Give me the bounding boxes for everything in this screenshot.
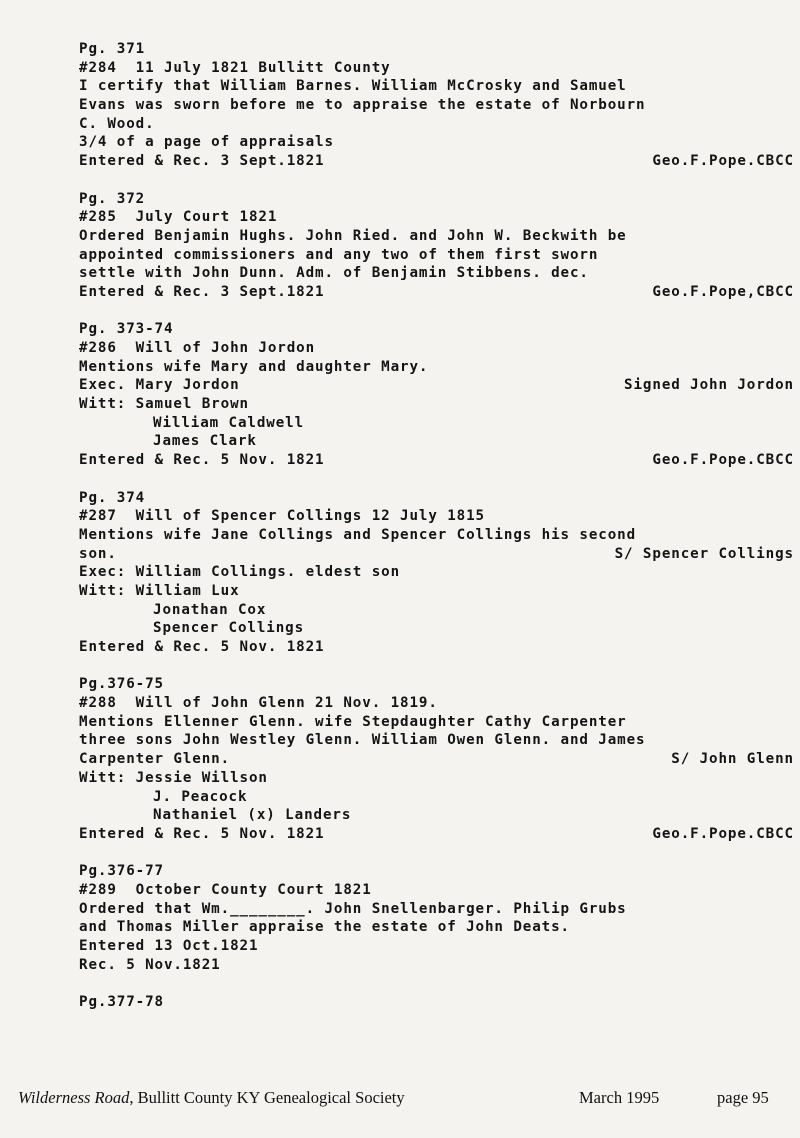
line-text: Pg. 371 — [79, 41, 146, 57]
line-text: three sons John Westley Glenn. William Owen Glenn. and James — [79, 732, 646, 749]
line-text: Mentions Ellenner Glenn. wife Stepdaughter Cathy Carpenter — [79, 713, 627, 730]
record-line — [79, 432, 794, 451]
record-line — [79, 489, 794, 508]
line-text: Exec. Mary Jordon — [79, 377, 240, 394]
line-text: Entered & Rec. 5 Nov. 1821 — [79, 452, 325, 469]
line-text: Entered & Rec. 5 Nov. 1821 — [79, 825, 325, 842]
footer-publication — [18, 1088, 405, 1108]
line-text: appointed commissioners and any two of them first sworn — [79, 246, 599, 263]
record-line — [79, 545, 794, 564]
line-text: C. Wood. — [79, 115, 155, 132]
record-line — [79, 227, 794, 246]
line-signature: Geo.F.Pope,CBCC — [652, 283, 794, 300]
line-text: Witt: Jessie Willson — [79, 769, 268, 786]
record-line — [79, 638, 794, 657]
record-line — [79, 246, 794, 265]
line-text: settle with John Dunn. Adm. of Benjamin Stibbens. dec. — [79, 265, 589, 282]
line-signature: Signed John Jordon — [624, 377, 794, 394]
line-text: Witt: Samuel Brown — [79, 396, 249, 413]
line-text: Rec. 5 Nov.1821 — [79, 956, 221, 973]
footer-date: March 1995 — [579, 1088, 660, 1107]
record-line — [79, 152, 794, 171]
record-line — [79, 339, 794, 358]
record-line — [79, 563, 794, 582]
line-text: Pg.377-78 — [79, 994, 164, 1011]
line-text: Pg.376-75 — [79, 676, 164, 693]
line-signature: Geo.F.Pope.CBCC — [652, 825, 794, 842]
line-text: Evans was sworn before me to appraise the estate of Norbourn — [79, 97, 646, 114]
line-text: Carpenter Glenn. — [79, 751, 231, 768]
record-line — [79, 77, 794, 96]
line-text: Pg. 374 — [79, 489, 146, 506]
entry-spacer — [79, 657, 794, 676]
line-text: Jonathan Cox — [153, 601, 267, 618]
record-line — [79, 731, 794, 750]
record-line — [79, 956, 794, 975]
line-text: #285 July Court 1821 — [79, 209, 278, 226]
record-entry — [79, 675, 794, 843]
record-line — [79, 320, 794, 339]
line-text: Exec: William Collings. eldest son — [79, 564, 401, 581]
record-line — [79, 526, 794, 545]
record-line — [79, 993, 794, 1012]
entries-list — [79, 40, 794, 1012]
record-line — [79, 881, 794, 900]
record-line — [79, 395, 794, 414]
record-line — [79, 825, 794, 844]
line-text: Ordered that Wm.________. John Snellenbarger. Philip Grubs — [79, 900, 627, 917]
record-line — [79, 900, 794, 919]
record-line — [79, 451, 794, 470]
entry-spacer — [79, 974, 794, 993]
record-entry — [79, 489, 794, 657]
record-line — [79, 806, 794, 825]
line-text: Spencer Collings — [153, 620, 305, 637]
line-text: Entered 13 Oct.1821 — [79, 938, 259, 954]
record-line — [79, 264, 794, 283]
record-line — [79, 376, 794, 395]
entry-spacer — [79, 302, 794, 321]
record-line — [79, 582, 794, 601]
line-text: Ordered Benjamin Hughs. John Ried. and John W. Beckwith be — [79, 227, 627, 244]
footer-page-number: page 95 — [717, 1088, 769, 1107]
record-line — [79, 59, 794, 78]
record-line — [79, 133, 794, 152]
publication-title: Wilderness Road — [18, 1088, 130, 1107]
record-line — [79, 190, 794, 209]
record-line — [79, 208, 794, 227]
record-line — [79, 918, 794, 937]
line-text: Pg. 372 — [79, 190, 146, 207]
record-line — [79, 619, 794, 638]
line-text: Pg.376-77 — [79, 863, 164, 880]
line-text: I certify that William Barnes. William McCrosky and Samuel — [79, 78, 627, 95]
line-text: Nathaniel (x) Landers — [153, 807, 352, 824]
record-line — [79, 507, 794, 526]
line-text: #289 October County Court 1821 — [79, 881, 372, 898]
line-text: J. Peacock — [153, 788, 248, 805]
record-line — [79, 862, 794, 881]
entry-spacer — [79, 844, 794, 863]
record-line — [79, 675, 794, 694]
record-line — [79, 788, 794, 807]
record-line — [79, 769, 794, 788]
society-name: , Bullitt County KY Genealogical Society — [129, 1088, 405, 1107]
line-text: Entered & Rec. 5 Nov. 1821 — [79, 639, 325, 655]
record-entry — [79, 40, 794, 171]
line-text: Pg. 373-74 — [79, 321, 174, 338]
line-text: William Caldwell — [153, 414, 305, 431]
record-entry — [79, 320, 794, 470]
record-line — [79, 96, 794, 115]
record-entry — [79, 993, 794, 1012]
line-text: 3/4 of a page of appraisals — [79, 134, 334, 151]
line-text: and Thomas Miller appraise the estate of John Deats. — [79, 919, 570, 936]
line-text: Mentions wife Mary and daughter Mary. — [79, 358, 429, 375]
line-text: Entered & Rec. 3 Sept.1821 — [79, 283, 325, 300]
record-line — [79, 713, 794, 732]
record-line — [79, 414, 794, 433]
line-text: #287 Will of Spencer Collings 12 July 1815 — [79, 508, 485, 525]
line-signature: S/ Spencer Collings — [614, 545, 794, 562]
record-line — [79, 115, 794, 134]
record-line — [79, 358, 794, 377]
record-line — [79, 601, 794, 620]
line-text: Witt: William Lux — [79, 582, 240, 599]
line-text: son. — [79, 545, 117, 562]
line-text: Entered & Rec. 3 Sept.1821 — [79, 153, 325, 170]
record-line — [79, 750, 794, 769]
line-text: #284 11 July 1821 Bullitt County — [79, 59, 391, 76]
record-line — [79, 937, 794, 956]
line-text: Mentions wife Jane Collings and Spencer Collings his second — [79, 526, 637, 543]
line-text: #288 Will of John Glenn 21 Nov. 1819. — [79, 695, 438, 712]
record-line — [79, 283, 794, 302]
line-text: #286 Will of John Jordon — [79, 340, 316, 356]
entry-spacer — [79, 171, 794, 190]
record-entry — [79, 862, 794, 974]
record-line — [79, 694, 794, 713]
line-text: James Clark — [153, 433, 257, 450]
record-line — [79, 40, 794, 59]
record-entry — [79, 190, 794, 302]
line-signature: Geo.F.Pope.CBCC — [652, 452, 794, 469]
entry-spacer — [79, 470, 794, 489]
line-signature: S/ John Glenn — [671, 751, 794, 768]
line-signature: Geo.F.Pope.CBCC — [652, 153, 794, 170]
